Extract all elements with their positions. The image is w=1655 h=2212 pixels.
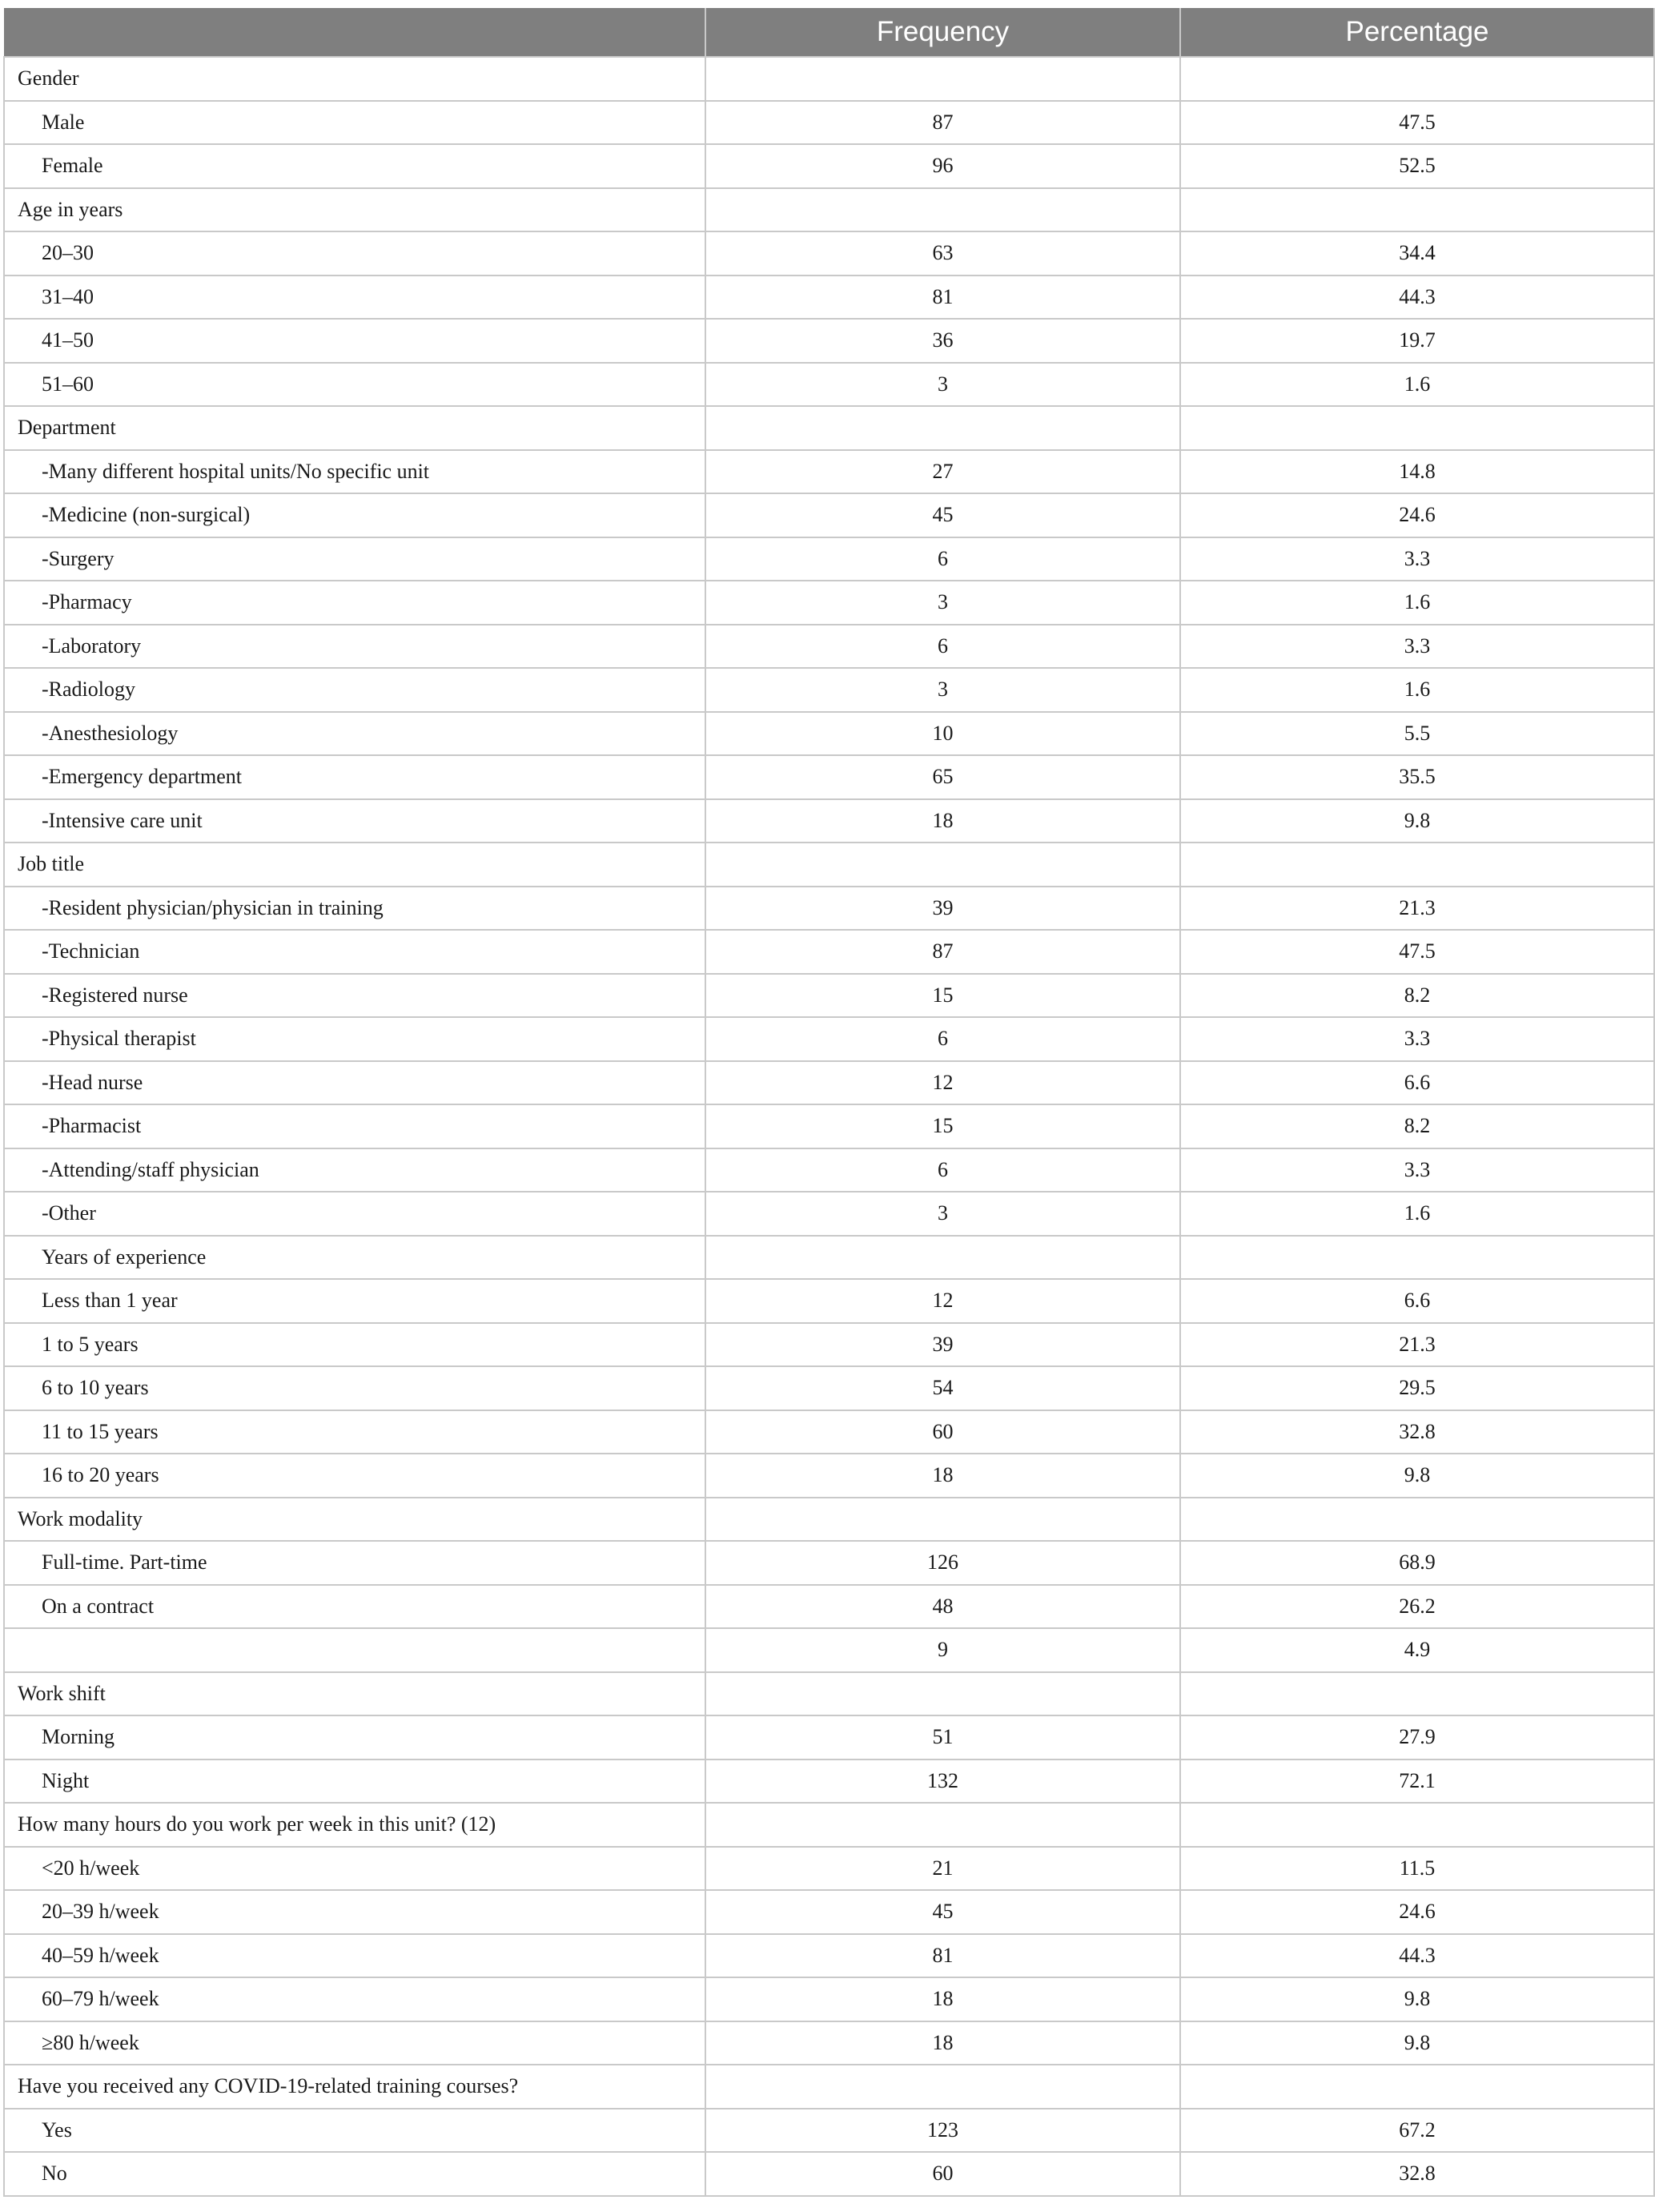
table-row <box>4 1061 1654 1105</box>
frequency-cell: 45 <box>705 493 1180 537</box>
row-label: -Medicine (non-surgical) <box>4 493 705 537</box>
frequency-cell <box>705 1498 1180 1542</box>
frequency-cell <box>705 57 1180 101</box>
table-row <box>4 930 1654 974</box>
category-row <box>4 843 1654 887</box>
table-row <box>4 2109 1654 2153</box>
frequency-cell: 18 <box>705 2021 1180 2065</box>
row-label: -Surgery <box>4 537 705 581</box>
row-label: -Intensive care unit <box>4 799 705 843</box>
frequency-cell: 81 <box>705 1934 1180 1978</box>
category-row <box>4 1672 1654 1716</box>
row-label: Work modality <box>4 1498 705 1542</box>
row-label: Work shift <box>4 1672 705 1716</box>
percentage-cell: 3.3 <box>1180 1017 1654 1061</box>
percentage-cell: 35.5 <box>1180 755 1654 799</box>
frequency-cell: 87 <box>705 101 1180 145</box>
frequency-cell: 81 <box>705 275 1180 320</box>
percentage-cell: 24.6 <box>1180 1890 1654 1934</box>
percentage-cell <box>1180 1236 1654 1280</box>
frequency-cell: 18 <box>705 799 1180 843</box>
percentage-cell: 47.5 <box>1180 930 1654 974</box>
frequency-cell <box>705 1672 1180 1716</box>
percentage-cell: 11.5 <box>1180 1847 1654 1891</box>
row-label: -Anesthesiology <box>4 712 705 756</box>
category-row <box>4 2065 1654 2109</box>
percentage-cell <box>1180 843 1654 887</box>
table-row <box>4 1890 1654 1934</box>
percentage-cell: 29.5 <box>1180 1366 1654 1410</box>
table-row <box>4 1148 1654 1192</box>
row-label: Have you received any COVID-19-related training courses? <box>4 2065 705 2109</box>
row-label: -Laboratory <box>4 625 705 669</box>
percentage-cell: 44.3 <box>1180 1934 1654 1978</box>
frequency-cell <box>705 188 1180 232</box>
category-row <box>4 1236 1654 1280</box>
frequency-cell: 65 <box>705 755 1180 799</box>
row-label: Full-time. Part-time <box>4 1541 705 1585</box>
category-row <box>4 57 1654 101</box>
row-label: Night <box>4 1760 705 1804</box>
frequency-cell: 39 <box>705 887 1180 931</box>
percentage-cell: 34.4 <box>1180 231 1654 275</box>
table-row <box>4 887 1654 931</box>
table-row <box>4 493 1654 537</box>
row-label: Gender <box>4 57 705 101</box>
row-label: Department <box>4 406 705 450</box>
frequency-cell: 87 <box>705 930 1180 974</box>
row-label: On a contract <box>4 1585 705 1629</box>
table-row <box>4 1847 1654 1891</box>
table-row <box>4 231 1654 275</box>
percentage-cell: 4.9 <box>1180 1628 1654 1672</box>
frequency-cell: 36 <box>705 319 1180 363</box>
percentage-cell: 3.3 <box>1180 537 1654 581</box>
percentage-cell: 47.5 <box>1180 101 1654 145</box>
header-percentage: Percentage <box>1180 8 1654 57</box>
percentage-cell: 9.8 <box>1180 1977 1654 2021</box>
percentage-cell: 68.9 <box>1180 1541 1654 1585</box>
table-row <box>4 1977 1654 2021</box>
table-row <box>4 1104 1654 1148</box>
demographics-table-container <box>3 8 1653 2197</box>
frequency-cell: 18 <box>705 1454 1180 1498</box>
row-label: -Physical therapist <box>4 1017 705 1061</box>
row-label <box>4 1628 705 1672</box>
percentage-cell: 32.8 <box>1180 1410 1654 1454</box>
table-row <box>4 1715 1654 1760</box>
row-label: 11 to 15 years <box>4 1410 705 1454</box>
percentage-cell: 19.7 <box>1180 319 1654 363</box>
table-row <box>4 974 1654 1018</box>
percentage-cell: 6.6 <box>1180 1061 1654 1105</box>
table-row <box>4 1454 1654 1498</box>
percentage-cell <box>1180 406 1654 450</box>
table-row <box>4 712 1654 756</box>
percentage-cell: 8.2 <box>1180 1104 1654 1148</box>
row-label: 6 to 10 years <box>4 1366 705 1410</box>
row-label: -Resident physician/physician in training <box>4 887 705 931</box>
row-label: -Radiology <box>4 668 705 712</box>
frequency-cell: 6 <box>705 1017 1180 1061</box>
percentage-cell <box>1180 188 1654 232</box>
table-row <box>4 581 1654 625</box>
table-row <box>4 1017 1654 1061</box>
table-row <box>4 1366 1654 1410</box>
percentage-cell: 3.3 <box>1180 625 1654 669</box>
frequency-cell: 15 <box>705 1104 1180 1148</box>
frequency-cell: 15 <box>705 974 1180 1018</box>
frequency-cell: 9 <box>705 1628 1180 1672</box>
table-row <box>4 2152 1654 2196</box>
frequency-cell: 21 <box>705 1847 1180 1891</box>
header-characteristic <box>4 8 705 57</box>
percentage-cell: 1.6 <box>1180 1192 1654 1236</box>
header-frequency: Frequency <box>705 8 1180 57</box>
percentage-cell: 72.1 <box>1180 1760 1654 1804</box>
percentage-cell: 1.6 <box>1180 581 1654 625</box>
frequency-cell: 18 <box>705 1977 1180 2021</box>
row-label: -Registered nurse <box>4 974 705 1018</box>
table-row <box>4 363 1654 407</box>
row-label: Less than 1 year <box>4 1279 705 1323</box>
table-row <box>4 1760 1654 1804</box>
row-label: -Technician <box>4 930 705 974</box>
table-row <box>4 625 1654 669</box>
percentage-cell: 1.6 <box>1180 363 1654 407</box>
frequency-cell: 63 <box>705 231 1180 275</box>
percentage-cell: 9.8 <box>1180 2021 1654 2065</box>
percentage-cell: 52.5 <box>1180 144 1654 188</box>
frequency-cell: 12 <box>705 1279 1180 1323</box>
percentage-cell: 44.3 <box>1180 275 1654 320</box>
table-row <box>4 537 1654 581</box>
frequency-cell: 132 <box>705 1760 1180 1804</box>
category-row <box>4 1803 1654 1847</box>
percentage-cell: 9.8 <box>1180 799 1654 843</box>
frequency-cell: 3 <box>705 581 1180 625</box>
row-label: Yes <box>4 2109 705 2153</box>
row-label: 51–60 <box>4 363 705 407</box>
row-label: 16 to 20 years <box>4 1454 705 1498</box>
row-label: <20 h/week <box>4 1847 705 1891</box>
frequency-cell: 48 <box>705 1585 1180 1629</box>
frequency-cell: 3 <box>705 1192 1180 1236</box>
row-label: -Pharmacy <box>4 581 705 625</box>
frequency-cell <box>705 1236 1180 1280</box>
row-label: ≥80 h/week <box>4 2021 705 2065</box>
percentage-cell: 21.3 <box>1180 887 1654 931</box>
row-label: Male <box>4 101 705 145</box>
frequency-cell: 3 <box>705 363 1180 407</box>
table-row <box>4 755 1654 799</box>
row-label: 20–30 <box>4 231 705 275</box>
percentage-cell <box>1180 1803 1654 1847</box>
table-row <box>4 144 1654 188</box>
row-label: 20–39 h/week <box>4 1890 705 1934</box>
percentage-cell: 67.2 <box>1180 2109 1654 2153</box>
row-label: -Head nurse <box>4 1061 705 1105</box>
row-label: How many hours do you work per week in this unit? (12) <box>4 1803 705 1847</box>
percentage-cell: 9.8 <box>1180 1454 1654 1498</box>
table-row <box>4 1628 1654 1672</box>
table-row <box>4 101 1654 145</box>
percentage-cell <box>1180 1672 1654 1716</box>
table-row <box>4 799 1654 843</box>
table-row <box>4 450 1654 494</box>
row-label: Job title <box>4 843 705 887</box>
percentage-cell <box>1180 1498 1654 1542</box>
frequency-cell <box>705 1803 1180 1847</box>
percentage-cell: 24.6 <box>1180 493 1654 537</box>
frequency-cell: 96 <box>705 144 1180 188</box>
frequency-cell: 126 <box>705 1541 1180 1585</box>
table-row <box>4 319 1654 363</box>
frequency-cell: 10 <box>705 712 1180 756</box>
frequency-cell: 3 <box>705 668 1180 712</box>
table-row <box>4 1934 1654 1978</box>
header-row <box>4 8 1654 57</box>
row-label: -Attending/staff physician <box>4 1148 705 1192</box>
table-row <box>4 1541 1654 1585</box>
frequency-cell <box>705 2065 1180 2109</box>
row-label: 1 to 5 years <box>4 1323 705 1367</box>
frequency-cell: 54 <box>705 1366 1180 1410</box>
table-row <box>4 668 1654 712</box>
percentage-cell: 32.8 <box>1180 2152 1654 2196</box>
row-label: 60–79 h/week <box>4 1977 705 2021</box>
row-label: Female <box>4 144 705 188</box>
category-row <box>4 406 1654 450</box>
row-label: 41–50 <box>4 319 705 363</box>
row-label: -Many different hospital units/No specific unit <box>4 450 705 494</box>
percentage-cell: 8.2 <box>1180 974 1654 1018</box>
row-label: Age in years <box>4 188 705 232</box>
table-row <box>4 1410 1654 1454</box>
frequency-cell: 45 <box>705 1890 1180 1934</box>
table-row <box>4 1192 1654 1236</box>
frequency-cell: 51 <box>705 1715 1180 1760</box>
frequency-cell: 123 <box>705 2109 1180 2153</box>
percentage-cell <box>1180 57 1654 101</box>
table-row <box>4 1279 1654 1323</box>
percentage-cell <box>1180 2065 1654 2109</box>
table-row <box>4 1323 1654 1367</box>
category-row <box>4 188 1654 232</box>
frequency-cell: 60 <box>705 2152 1180 2196</box>
row-label: 31–40 <box>4 275 705 320</box>
category-row <box>4 1498 1654 1542</box>
frequency-cell: 6 <box>705 625 1180 669</box>
table-body <box>4 57 1654 2196</box>
frequency-cell <box>705 406 1180 450</box>
demographics-table <box>3 8 1655 2197</box>
percentage-cell: 21.3 <box>1180 1323 1654 1367</box>
frequency-cell: 6 <box>705 537 1180 581</box>
percentage-cell: 27.9 <box>1180 1715 1654 1760</box>
frequency-cell: 12 <box>705 1061 1180 1105</box>
row-label: -Emergency department <box>4 755 705 799</box>
percentage-cell: 26.2 <box>1180 1585 1654 1629</box>
percentage-cell: 1.6 <box>1180 668 1654 712</box>
table-row <box>4 2021 1654 2065</box>
row-label: -Other <box>4 1192 705 1236</box>
frequency-cell <box>705 843 1180 887</box>
table-header <box>4 8 1654 57</box>
table-row <box>4 1585 1654 1629</box>
frequency-cell: 39 <box>705 1323 1180 1367</box>
percentage-cell: 14.8 <box>1180 450 1654 494</box>
row-label: No <box>4 2152 705 2196</box>
row-label: 40–59 h/week <box>4 1934 705 1978</box>
row-label: -Pharmacist <box>4 1104 705 1148</box>
frequency-cell: 60 <box>705 1410 1180 1454</box>
percentage-cell: 3.3 <box>1180 1148 1654 1192</box>
row-label: Morning <box>4 1715 705 1760</box>
percentage-cell: 5.5 <box>1180 712 1654 756</box>
frequency-cell: 6 <box>705 1148 1180 1192</box>
row-label: Years of experience <box>4 1236 705 1280</box>
frequency-cell: 27 <box>705 450 1180 494</box>
percentage-cell: 6.6 <box>1180 1279 1654 1323</box>
table-row <box>4 275 1654 320</box>
